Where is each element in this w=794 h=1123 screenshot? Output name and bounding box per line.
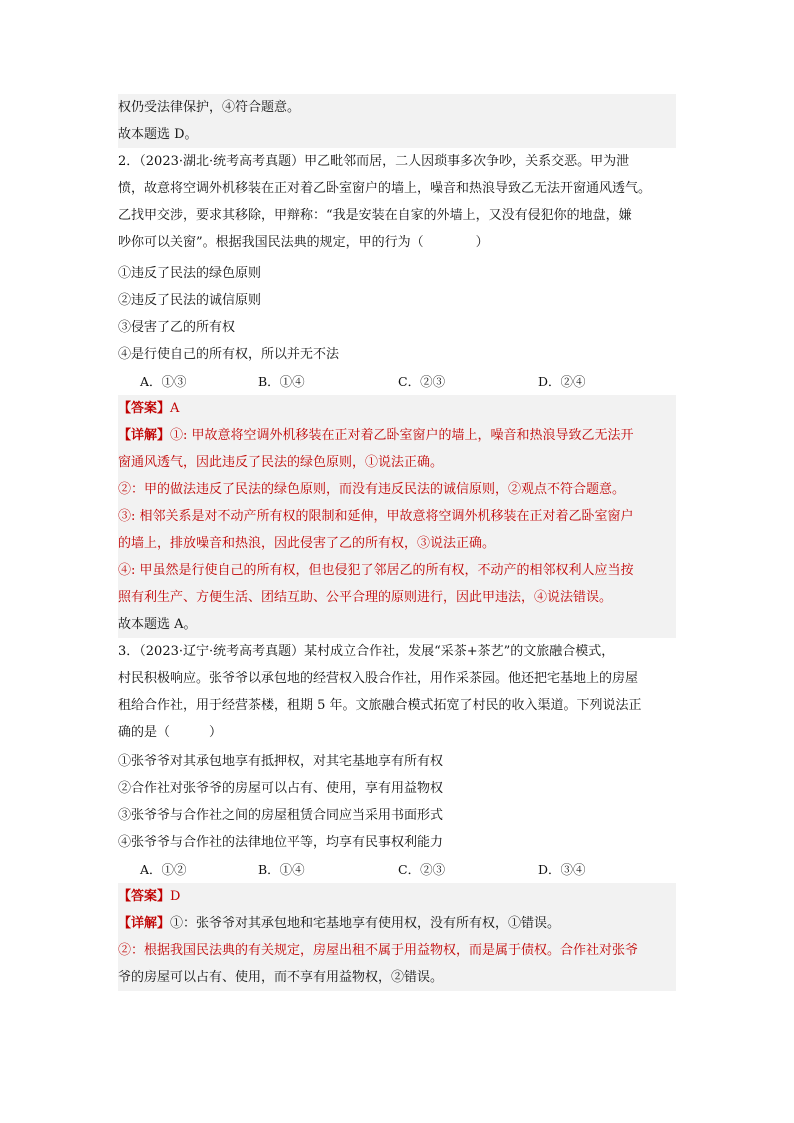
question-stem-line: 确的是（ ） — [118, 725, 223, 740]
option-c: C．②③ — [398, 374, 446, 389]
detail-text: ①: 甲故意将空调外机移装在正对着乙卧室窗户的墙上，噪音和热浪导致乙无法开 — [170, 428, 634, 443]
answer-line — [118, 883, 676, 910]
options-row — [118, 368, 676, 395]
option-d: D．②④ — [538, 374, 586, 389]
text-line: 故本题选 D。 — [118, 127, 198, 142]
detail-text: ①：张爷爷对其承包地和宅基地享有使用权，没有所有权，①错误。 — [170, 916, 561, 931]
answer-label: 【答案】 — [118, 401, 171, 416]
question-stem-line: 村民积极响应。张爷爷以承包地的经营权入股合作社，用作采茶园。他还把宅基地上的房屋 — [118, 671, 639, 686]
conclusion-line: 故本题选 A。 — [118, 617, 197, 632]
options-row — [118, 856, 676, 883]
detail-line: ③: 相邻关系是对不动产所有权的限制和延伸，甲故意将空调外机移装在正对着乙卧室窗户 — [118, 509, 634, 524]
question-stem-line: 愤，故意将空调外机移装在正对着乙卧室窗户的墙上，噪音和热浪导致乙无法开窗通风透气。 — [118, 181, 652, 196]
question-2 — [118, 148, 676, 638]
detail-line: 爷的房屋可以占有、使用，而不享有用益物权，②错误。 — [118, 970, 444, 985]
statement-item: ①张爷爷对其承包地享有抵押权，对其宅基地享有所有权 — [118, 754, 444, 769]
option-a: A．①③ — [140, 374, 187, 389]
statement-item: ②合作社对张爷爷的房屋可以占有、使用，享有用益物权 — [118, 781, 444, 796]
option-d: D．③④ — [538, 862, 586, 877]
option-b: B．①④ — [258, 374, 305, 389]
question-stem-line: 吵你可以关窗”。根据我国民法典的规定，甲的行为（ ） — [118, 235, 489, 250]
question-stem-line: 租给合作社，用于经营茶楼，租期 5 年。文旅融合模式拓宽了村民的收入渠道。下列说法正 — [118, 698, 642, 713]
prev-explanation — [118, 94, 676, 148]
statement-item: ②违反了民法的诚信原则 — [118, 293, 262, 308]
question-stem-line: 2．（2023·湖北·统考高考真题）甲乙毗邻而居，二人因琐事多次争吵，关系交恶。甲为泄 — [118, 154, 630, 169]
detail-line: 照有利生产、方便生活、团结互助、公平合理的原则进行，因此甲违法，④说法错误。 — [118, 590, 613, 605]
detail-line: ②：根据我国民法典的有关规定，房屋出租不属于用益物权，而是属于债权。合作社对张爷 — [118, 943, 639, 958]
detail-line — [118, 910, 676, 937]
option-c: C．②③ — [398, 862, 446, 877]
answer-line — [118, 395, 676, 422]
question-3 — [118, 638, 676, 991]
statement-item: ③张爷爷与合作社之间的房屋租赁合同应当采用书面形式 — [118, 808, 444, 823]
answer-block — [118, 395, 676, 638]
detail-label: 【详解】 — [118, 428, 171, 443]
statement-item: ④张爷爷与合作社的法律地位平等，均享有民事权利能力 — [118, 835, 444, 850]
question-stem-line: 3．（2023·辽宁·统考高考真题）某村成立合作社，发展“采茶+茶艺”的文旅融合模式， — [118, 644, 615, 659]
detail-label: 【详解】 — [118, 916, 171, 931]
statement-item: ①违反了民法的绿色原则 — [118, 266, 262, 281]
option-a: A．①② — [140, 862, 187, 877]
detail-line: ④: 甲虽然是行使自己的所有权，但也侵犯了邻居乙的所有权，不动产的相邻权利人应当按 — [118, 563, 634, 578]
answer-block — [118, 883, 676, 991]
statement-item: ④是行使自己的所有权，所以并无不法 — [118, 347, 340, 362]
detail-line — [118, 422, 676, 449]
answer-value: A — [170, 401, 180, 416]
option-b: B．①④ — [258, 862, 305, 877]
question-stem-line: 乙找甲交涉，要求其移除，甲辩称：“我是安装在自家的外墙上，又没有侵犯你的地盘，嫌 — [118, 208, 632, 223]
statement-item: ③侵害了乙的所有权 — [118, 320, 236, 335]
detail-line: 的墙上，排放噪音和热浪，因此侵害了乙的所有权，③说法正确。 — [118, 536, 496, 551]
text-line: 权仍受法律保护，④符合题意。 — [118, 100, 301, 115]
answer-label: 【答案】 — [118, 889, 171, 904]
detail-line: 窗通风透气，因此违反了民法的绿色原则，①说法正确。 — [118, 455, 444, 470]
answer-value: D — [170, 889, 181, 904]
document-page — [118, 94, 676, 991]
detail-line: ②：甲的做法违反了民法的绿色原则，而没有违反民法的诚信原则，②观点不符合题意。 — [118, 482, 626, 497]
